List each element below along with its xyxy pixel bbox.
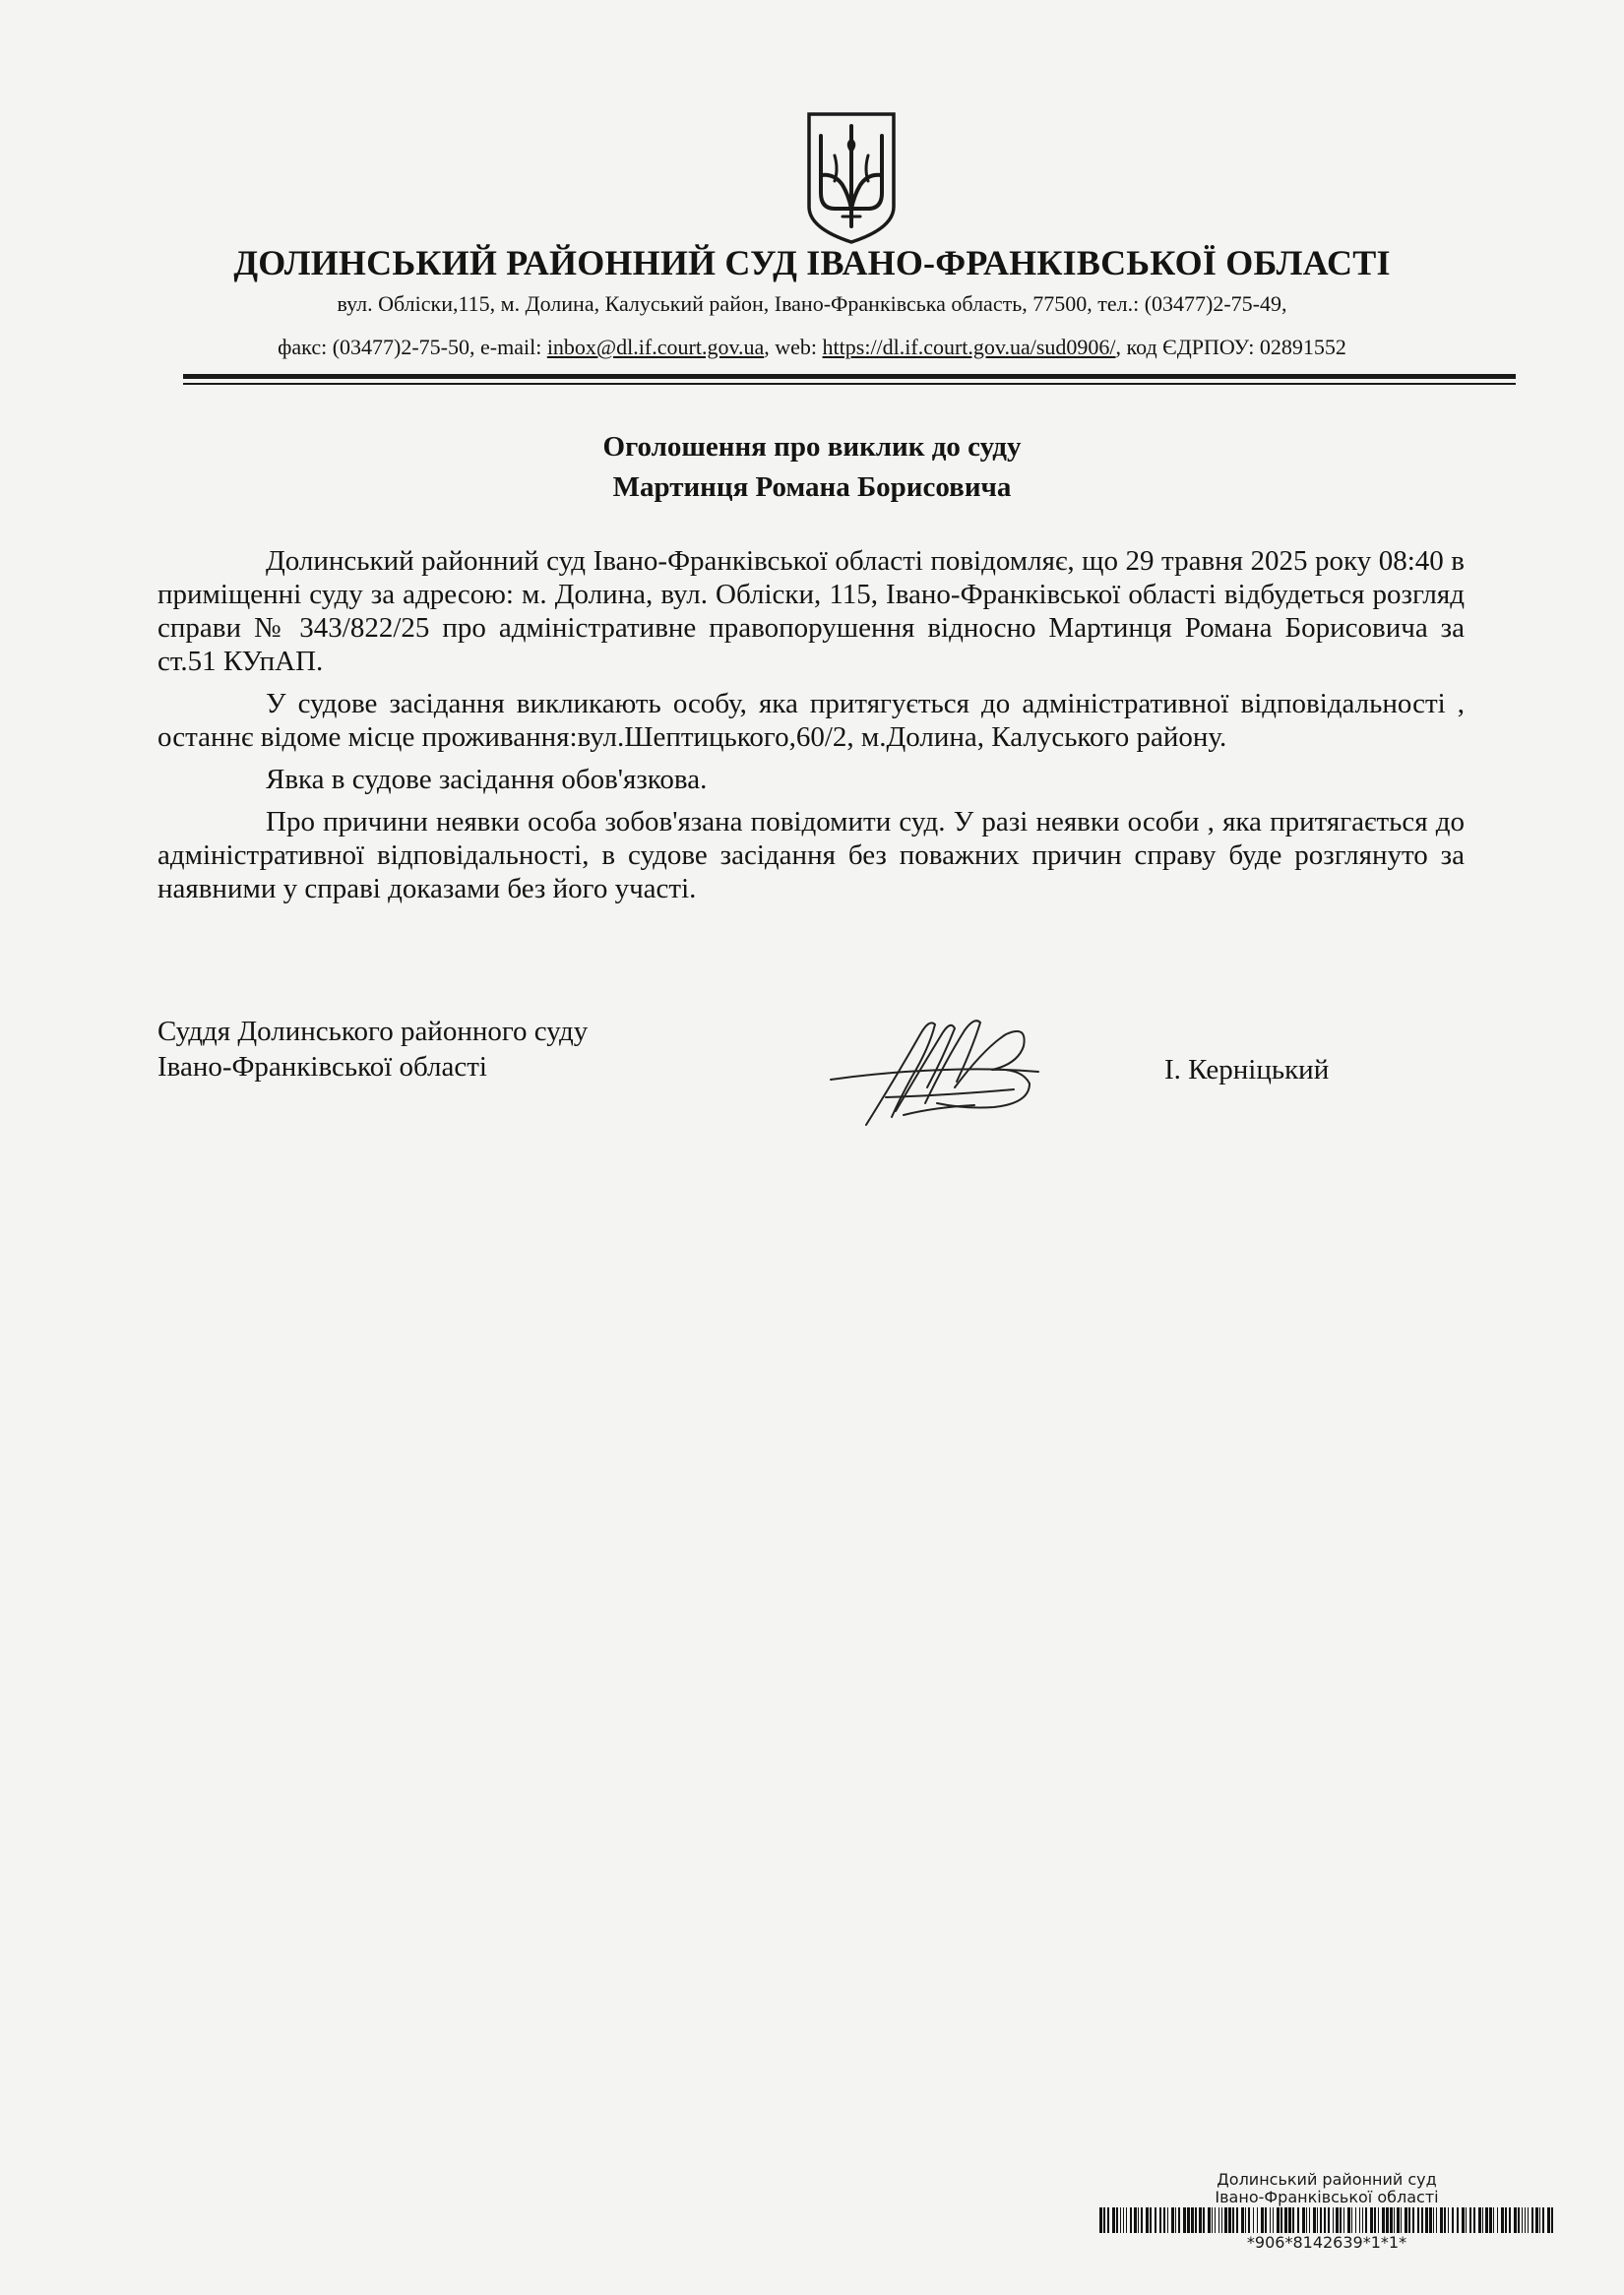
web-prefix: , web: bbox=[764, 335, 823, 359]
judge-role-line2: Івано-Франківської області bbox=[157, 1051, 487, 1083]
notice-subtitle: Мартинця Романа Борисовича bbox=[612, 471, 1012, 503]
header-divider-thin bbox=[183, 383, 1516, 385]
header-divider-thick bbox=[183, 374, 1516, 379]
court-address: вул. Обліски,115, м. Долина, Калуський район, Івано-Франківська область, 77500, тел.: (03477)2-75-49, bbox=[337, 291, 1287, 316]
court-name: ДОЛИНСЬКИЙ РАЙОННИЙ СУД ІВАНО-ФРАНКІВСЬКОЇ ОБЛАСТІ bbox=[233, 243, 1391, 282]
registration-stamp bbox=[1097, 2171, 1556, 2252]
trident-icon bbox=[805, 110, 898, 246]
paragraph: Про причини неявки особа зобов'язана повідомити суд. У разі неявки особи , яка притягається до адміністративної відповідальності, в судове засідання без поважних причин справу буде розглянуто за наявними у справі доказами без його участі. bbox=[157, 806, 1465, 904]
handwritten-signature bbox=[827, 1009, 1053, 1132]
barcode bbox=[1097, 2207, 1556, 2233]
judge-name: І. Керніцький bbox=[1164, 1054, 1330, 1085]
notice-body bbox=[157, 544, 1465, 914]
notice-title: Оголошення про виклик до суду bbox=[602, 431, 1022, 463]
paragraph: Явка в судове засідання обов'язкова. bbox=[266, 764, 708, 795]
web-link[interactable]: https://dl.if.court.gov.ua/sud0906/ bbox=[822, 335, 1116, 359]
stamp-line-2: Івано-Франківської області bbox=[1215, 2188, 1439, 2206]
court-contacts bbox=[0, 335, 1624, 360]
paragraph: У судове засідання викликають особу, яка притягується до адміністративної відповідальності , останнє відоме місце проживання:вул.Шептицького,60/2, м.Долина, Калуського району. bbox=[157, 688, 1465, 753]
paragraph: Долинський районний суд Івано-Франківської області повідомляє, що 29 травня 2025 року 08:40 в приміщенні суду за адресою: м. Долина, вул. Обліски, 115, Івано-Франківської області відбудеться розгляд справи № 343/822/25 про адміністративне правопорушення відносно Мартинця Романа Борисовича за ст.51 КУпАП. bbox=[157, 545, 1465, 677]
judge-title bbox=[157, 1014, 588, 1085]
fax-text: факс: (03477)2-75-50, e-mail: bbox=[278, 335, 547, 359]
judge-role-line1: Суддя Долинського районного суду bbox=[157, 1016, 589, 1047]
edrpou-code: , код ЄДРПОУ: 02891552 bbox=[1115, 335, 1346, 359]
email-link[interactable]: inbox@dl.if.court.gov.ua bbox=[546, 335, 765, 359]
stamp-line-1: Долинський районний суд bbox=[1217, 2170, 1437, 2189]
barcode-text: *906*8142639*1*1* bbox=[1246, 2233, 1407, 2252]
notice-title-block bbox=[0, 427, 1624, 508]
